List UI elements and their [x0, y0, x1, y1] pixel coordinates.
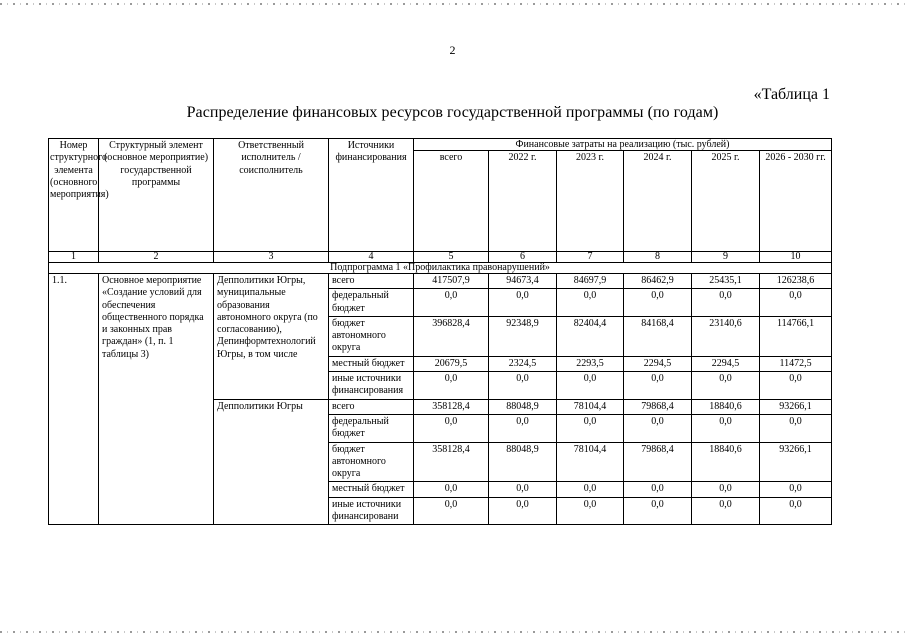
value-cell: 0,0: [692, 289, 760, 317]
finance-table: [48, 138, 832, 525]
value-cell: 126238,6: [760, 274, 832, 289]
value-cell: 0,0: [760, 414, 832, 442]
value-cell: 114766,1: [760, 316, 832, 356]
value-cell: 0,0: [489, 414, 557, 442]
value-cell: 0,0: [489, 372, 557, 400]
page-number: 2: [449, 43, 456, 57]
column-index: 10: [760, 252, 832, 263]
source-cell: местный бюджет: [329, 356, 414, 371]
column-index-row: [49, 252, 832, 263]
value-cell: 2294,5: [624, 356, 692, 371]
value-cell: 0,0: [557, 482, 624, 497]
value-cell: 358128,4: [414, 442, 489, 482]
header-2025: 2025 г.: [692, 151, 760, 252]
scan-noise-bottom: [0, 631, 905, 633]
table-row: [49, 274, 832, 289]
source-cell: бюджет автономного округа: [329, 316, 414, 356]
header-total: всего: [414, 151, 489, 252]
value-cell: 88048,9: [489, 399, 557, 414]
column-index: 7: [557, 252, 624, 263]
value-cell: 0,0: [414, 372, 489, 400]
column-index: 3: [214, 252, 329, 263]
header-2024: 2024 г.: [624, 151, 692, 252]
header-2023: 2023 г.: [557, 151, 624, 252]
value-cell: 0,0: [489, 289, 557, 317]
column-index: 5: [414, 252, 489, 263]
header-sources: Источники финансирования: [329, 139, 414, 252]
source-cell: федеральный бюджет: [329, 414, 414, 442]
value-cell: 20679,5: [414, 356, 489, 371]
value-cell: 84168,4: [624, 316, 692, 356]
item-element: Основное мероприятие «Создание условий для обеспечения общественного порядка и законных прав граждан» (1, п. 1 таблицы 3): [99, 274, 214, 525]
source-cell: иные источники финансирования: [329, 372, 414, 400]
source-cell: бюджет автономного округа: [329, 442, 414, 482]
column-index: 1: [49, 252, 99, 263]
value-cell: 0,0: [557, 414, 624, 442]
value-cell: 0,0: [760, 482, 832, 497]
source-cell: местный бюджет: [329, 482, 414, 497]
value-cell: 25435,1: [692, 274, 760, 289]
document-title: Распределение финансовых ресурсов государственной программы (по годам): [186, 104, 719, 121]
column-index: 2: [99, 252, 214, 263]
value-cell: 0,0: [414, 482, 489, 497]
value-cell: 78104,4: [557, 399, 624, 414]
value-cell: 0,0: [489, 482, 557, 497]
value-cell: 0,0: [692, 414, 760, 442]
subprogram-row: [49, 263, 832, 274]
item-executor: Депполитики Югры: [214, 399, 329, 525]
header-2022: 2022 г.: [489, 151, 557, 252]
value-cell: 84697,9: [557, 274, 624, 289]
value-cell: 18840,6: [692, 399, 760, 414]
value-cell: 417507,9: [414, 274, 489, 289]
value-cell: 79868,4: [624, 442, 692, 482]
value-cell: 0,0: [692, 497, 760, 525]
item-number: 1.1.: [49, 274, 99, 525]
column-index: 4: [329, 252, 414, 263]
value-cell: 0,0: [692, 482, 760, 497]
header-2026-2030: 2026 - 2030 гг.: [760, 151, 832, 252]
value-cell: 82404,4: [557, 316, 624, 356]
value-cell: 0,0: [414, 414, 489, 442]
value-cell: 0,0: [624, 482, 692, 497]
value-cell: 94673,4: [489, 274, 557, 289]
header-costs: Финансовые затраты на реализацию (тыс. рублей): [414, 139, 832, 151]
value-cell: 0,0: [760, 497, 832, 525]
value-cell: 2293,5: [557, 356, 624, 371]
value-cell: 11472,5: [760, 356, 832, 371]
column-index: 9: [692, 252, 760, 263]
value-cell: 79868,4: [624, 399, 692, 414]
value-cell: 358128,4: [414, 399, 489, 414]
header-number: Номер структурного элемента (основного мероприятия): [49, 139, 99, 252]
source-cell: всего: [329, 399, 414, 414]
value-cell: 0,0: [624, 414, 692, 442]
value-cell: 2324,5: [489, 356, 557, 371]
value-cell: 93266,1: [760, 399, 832, 414]
value-cell: 0,0: [760, 289, 832, 317]
value-cell: 78104,4: [557, 442, 624, 482]
source-cell: федеральный бюджет: [329, 289, 414, 317]
value-cell: 0,0: [557, 289, 624, 317]
value-cell: 0,0: [624, 289, 692, 317]
header-element: Структурный элемент (основное мероприятие) государственной программы: [99, 139, 214, 252]
table-label: «Таблица 1: [753, 86, 830, 103]
value-cell: 0,0: [414, 497, 489, 525]
value-cell: 396828,4: [414, 316, 489, 356]
column-index: 8: [624, 252, 692, 263]
source-cell: всего: [329, 274, 414, 289]
value-cell: 0,0: [414, 289, 489, 317]
column-index: 6: [489, 252, 557, 263]
value-cell: 0,0: [557, 497, 624, 525]
value-cell: 86462,9: [624, 274, 692, 289]
value-cell: 0,0: [624, 372, 692, 400]
item-executor: Депполитики Югры, муниципальные образования автономного округа (по согласованию), Депинформтехнологий Югры, в том числе: [214, 274, 329, 400]
value-cell: 0,0: [489, 497, 557, 525]
source-cell: иные источники финансировани: [329, 497, 414, 525]
value-cell: 0,0: [624, 497, 692, 525]
scan-noise-top: [0, 3, 905, 5]
value-cell: 23140,6: [692, 316, 760, 356]
header-executor: Ответственный исполнитель / соисполнитель: [214, 139, 329, 252]
value-cell: 0,0: [760, 372, 832, 400]
value-cell: 92348,9: [489, 316, 557, 356]
header-row-1: [49, 139, 832, 151]
value-cell: 0,0: [692, 372, 760, 400]
subprogram-title: Подпрограмма 1 «Профилактика правонарушений»: [49, 263, 832, 274]
value-cell: 2294,5: [692, 356, 760, 371]
value-cell: 93266,1: [760, 442, 832, 482]
value-cell: 18840,6: [692, 442, 760, 482]
value-cell: 0,0: [557, 372, 624, 400]
value-cell: 88048,9: [489, 442, 557, 482]
